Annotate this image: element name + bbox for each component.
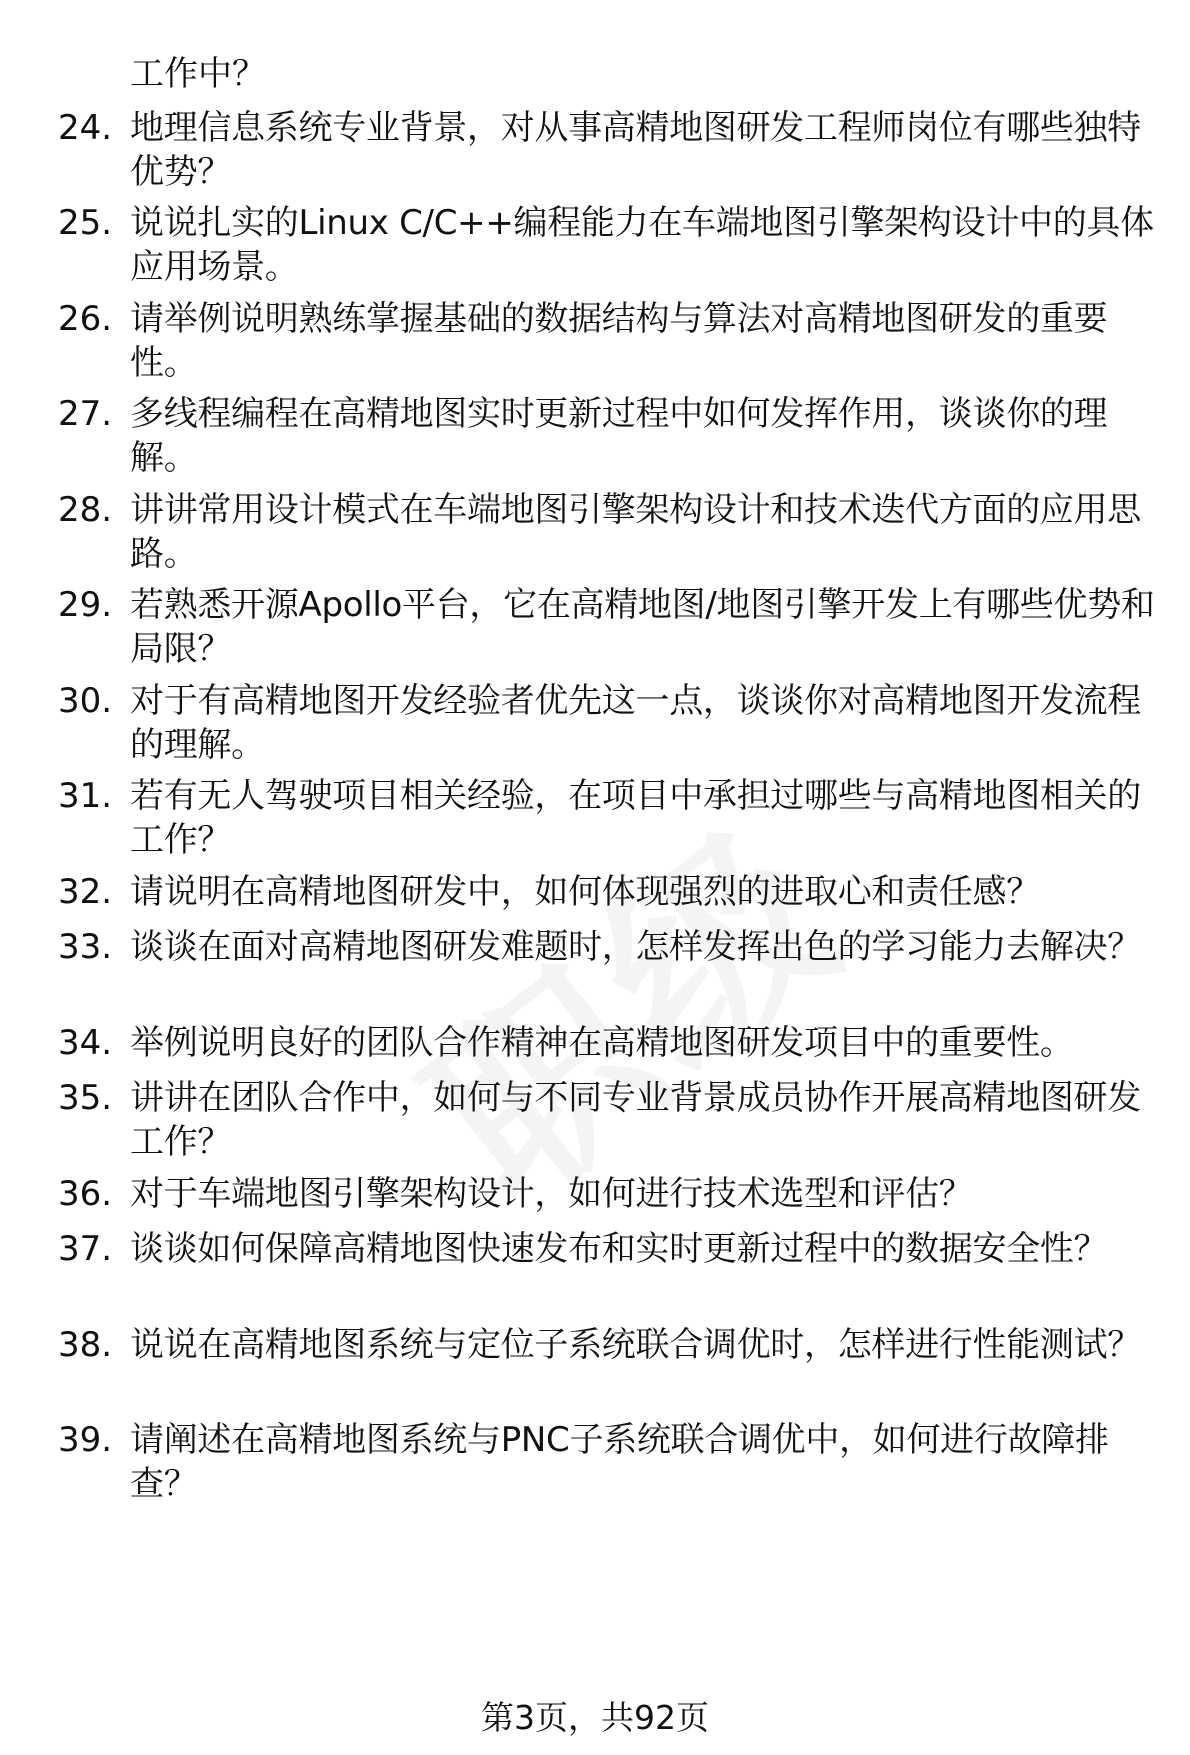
question-number: 27.: [58, 394, 113, 434]
question-number: 30.: [58, 681, 113, 721]
question-number: 35.: [58, 1078, 113, 1118]
question-text: 举例说明良好的团队合作精神在高精地图研发项目中的重要性。: [130, 1023, 1074, 1063]
question-number: 37.: [58, 1229, 113, 1269]
question-number: 33.: [58, 927, 113, 967]
question-text: 若有无人驾驶项目相关经验，在项目中承担过哪些与高精地图相关的工作？: [130, 776, 1141, 860]
question-text: 说说在高精地图系统与定位子系统联合调优时，怎样进行性能测试？: [130, 1325, 1141, 1365]
question-text: 说说扎实的Linux C/C++编程能力在车端地图引擎架构设计中的具体应用场景。: [130, 203, 1154, 287]
question-text: 谈谈在面对高精地图研发难题时，怎样发挥出色的学习能力去解决？: [130, 927, 1141, 967]
question-number: 36.: [58, 1174, 113, 1214]
question-text: 请阐述在高精地图系统与PNC子系统联合调优中，如何进行故障排查？: [130, 1420, 1109, 1504]
question-text: 对于车端地图引擎架构设计，如何进行技术选型和评估？: [130, 1174, 973, 1214]
page-footer: 第3页，共92页: [481, 1698, 709, 1737]
question-text: 多线程编程在高精地图实时更新过程中如何发挥作用，谈谈你的理解。: [130, 394, 1108, 478]
question-text: 讲讲常用设计模式在车端地图引擎架构设计和技术迭代方面的应用思路。: [130, 490, 1141, 574]
question-text: 对于有高精地图开发经验者优先这一点，谈谈你对高精地图开发流程的理解。: [130, 681, 1141, 765]
question-text: 请说明在高精地图研发中，如何体现强烈的进取心和责任感？: [130, 872, 1040, 912]
question-number: 24.: [58, 108, 113, 148]
question-number: 31.: [58, 776, 113, 816]
question-number: 25.: [58, 203, 113, 243]
question-number: 39.: [58, 1420, 113, 1460]
question-text: 讲讲在团队合作中，如何与不同专业背景成员协作开展高精地图研发工作？: [130, 1078, 1141, 1162]
question-number: 32.: [58, 872, 113, 912]
continuation-text: 工作中？: [130, 54, 266, 94]
question-text: 若熟悉开源Apollo平台，它在高精地图/地图引擎开发上有哪些优势和局限？: [130, 585, 1155, 669]
question-number: 34.: [58, 1023, 113, 1063]
question-text: 谈谈如何保障高精地图快速发布和实时更新过程中的数据安全性？: [130, 1229, 1108, 1269]
question-text: 请举例说明熟练掌握基础的数据结构与算法对高精地图研发的重要性。: [130, 299, 1108, 383]
question-number: 26.: [58, 299, 113, 339]
question-number: 28.: [58, 490, 113, 530]
question-number: 29.: [58, 585, 113, 625]
question-number: 38.: [58, 1325, 113, 1365]
question-text: 地理信息系统专业背景，对从事高精地图研发工程师岗位有哪些独特优势？: [130, 108, 1141, 192]
